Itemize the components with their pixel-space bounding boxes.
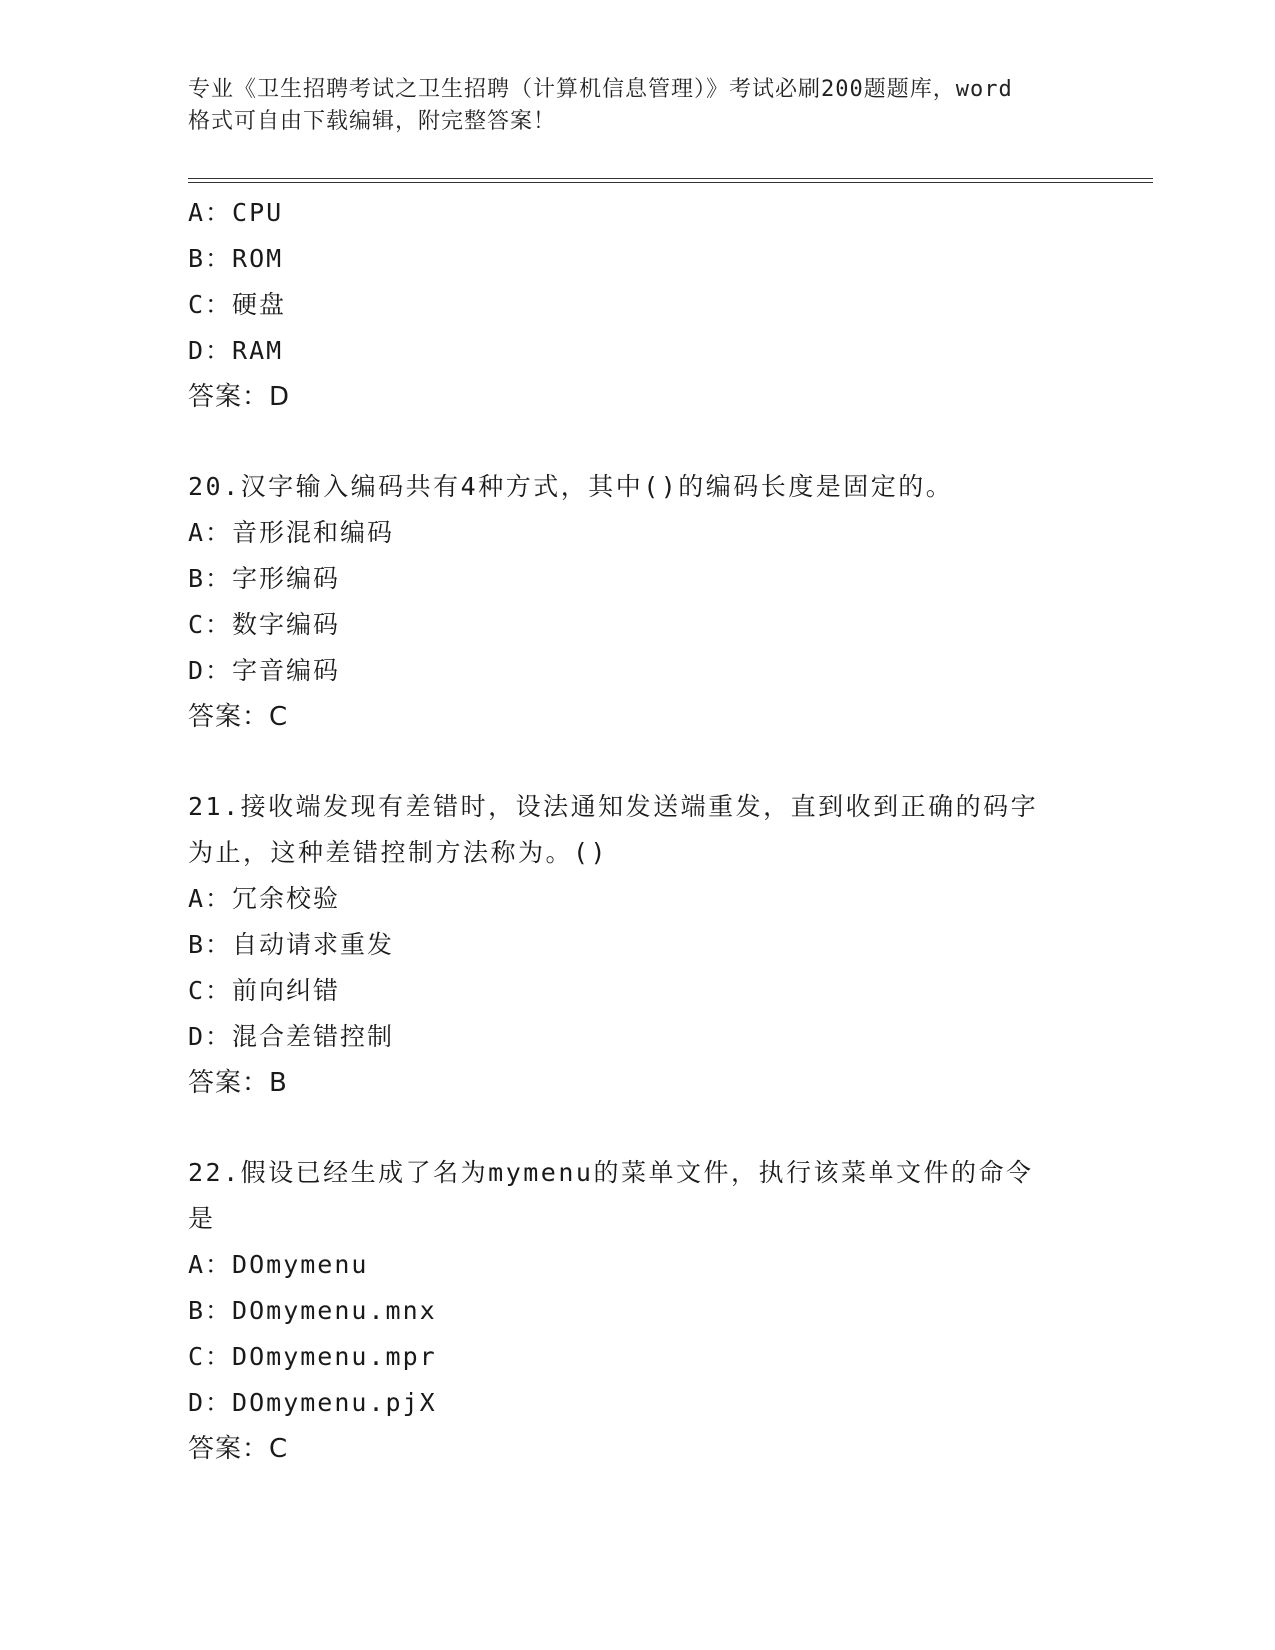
page-header — [188, 74, 1088, 138]
option-c: C：前向纠错 — [188, 976, 341, 1005]
option-d: D：RAM — [188, 336, 284, 365]
option-d: D：字音编码 — [188, 656, 341, 685]
question-stem-line-1: 22.假设已经生成了名为mymenu的菜单文件，执行该菜单文件的命令 — [188, 1158, 1034, 1187]
answer-line: 答案：C — [188, 1434, 289, 1464]
header-line-2: 格式可自由下载编辑，附完整答案！ — [188, 109, 557, 134]
question-19-continued — [188, 190, 1108, 420]
question-stem-line-2: 是 — [188, 1204, 216, 1233]
header-divider — [188, 178, 1153, 183]
question-20 — [188, 464, 1108, 740]
question-21 — [188, 784, 1108, 1106]
option-b: B：自动请求重发 — [188, 930, 395, 959]
question-stem: 20.汉字输入编码共有4种方式，其中()的编码长度是固定的。 — [188, 472, 954, 501]
question-22 — [188, 1150, 1108, 1472]
question-stem-line-1: 21.接收端发现有差错时，设法通知发送端重发，直到收到正确的码字 — [188, 792, 1039, 821]
answer-line: 答案：D — [188, 382, 291, 412]
option-a: A：音形混和编码 — [188, 518, 395, 547]
answer-line: 答案：B — [188, 1068, 288, 1098]
option-b: B：DOmymenu.mnx — [188, 1296, 437, 1325]
option-a: A：CPU — [188, 198, 284, 227]
document-body — [188, 190, 1108, 1472]
option-c: C：数字编码 — [188, 610, 341, 639]
answer-line: 答案：C — [188, 702, 289, 732]
option-b: B：ROM — [188, 244, 284, 273]
header-line-1: 专业《卫生招聘考试之卫生招聘（计算机信息管理）》考试必刷200题题库，word — [188, 77, 1013, 102]
option-d: D：DOmymenu.pjX — [188, 1388, 437, 1417]
option-c: C：硬盘 — [188, 290, 287, 319]
question-stem-line-2: 为止，这种差错控制方法称为。() — [188, 838, 609, 867]
option-a: A：DOmymenu — [188, 1250, 369, 1279]
option-c: C：DOmymenu.mpr — [188, 1342, 437, 1371]
option-b: B：字形编码 — [188, 564, 341, 593]
option-a: A：冗余校验 — [188, 884, 341, 913]
option-d: D：混合差错控制 — [188, 1022, 395, 1051]
